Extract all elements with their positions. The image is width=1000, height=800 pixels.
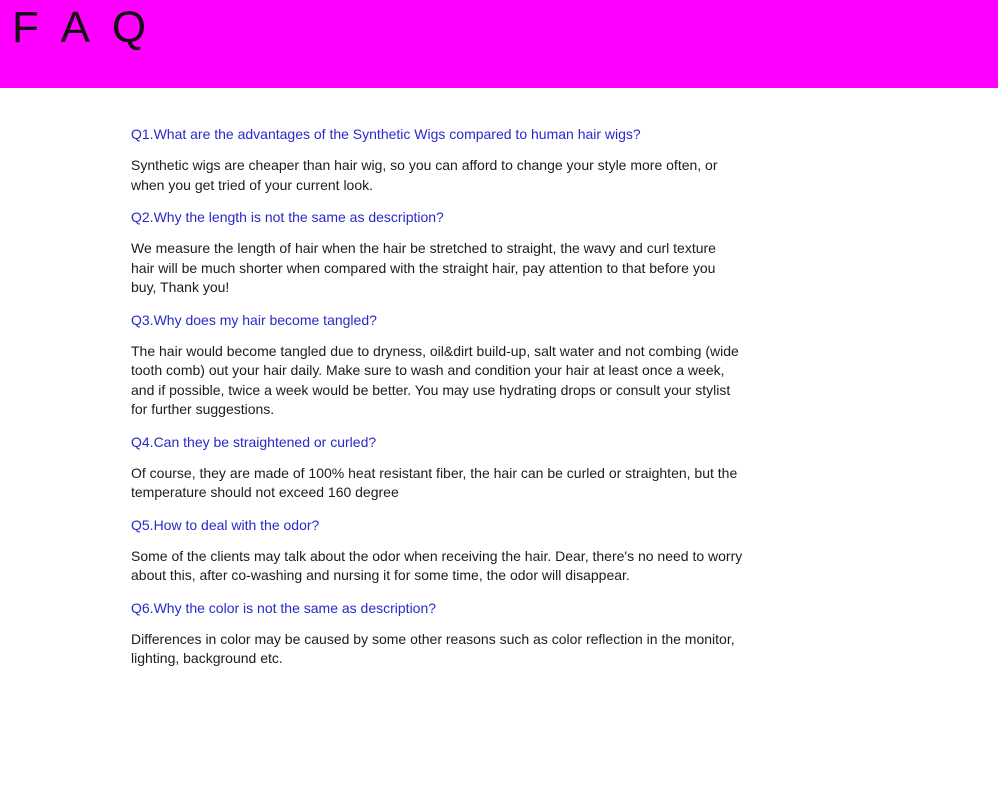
faq-question-5: Q5.How to deal with the odor? — [131, 516, 320, 533]
page-title: F A Q — [12, 3, 153, 52]
faq-item — [131, 434, 743, 503]
faq-question-4: Q4.Can they be straightened or curled? — [131, 433, 377, 450]
faq-item — [131, 517, 743, 586]
faq-question-1: Q1.What are the advantages of the Synthetic Wigs compared to human hair wigs? — [131, 126, 641, 142]
faq-item — [131, 312, 743, 420]
faq-answer-1: Synthetic wigs are cheaper than hair wig, so you can afford to change your style more often, or when you get tried of your current look. — [131, 157, 718, 193]
faq-question-2: Q2.Why the length is not the same as description? — [131, 209, 444, 225]
faq-question-3: Q3.Why does my hair become tangled? — [131, 311, 377, 328]
faq-answer-2: We measure the length of hair when the hair be stretched to straight, the wavy and curl texture hair will be much shorter when compared with the straight hair, pay attention to that before you buy, Thank you! — [131, 240, 716, 295]
page-header-banner — [0, 0, 998, 88]
faq-item — [131, 209, 743, 298]
faq-answer-3: The hair would become tangled due to dryness, oil&dirt build-up, salt water and not combing (wide tooth comb) out your hair daily. Make sure to wash and condition your hair at least once a week, and if possible, twice a week would be better. You may use hydrating drops or consult your stylist for further suggestions. — [131, 342, 739, 417]
faq-answer-5: Some of the clients may talk about the odor when receiving the hair. Dear, there's no need to worry about this, after co-washing and nursing it for some time, the odor will disappear. — [131, 547, 743, 583]
faq-question-6: Q6.Why the color is not the same as description? — [131, 599, 437, 616]
faq-answer-4: Of course, they are made of 100% heat resistant fiber, the hair can be curled or straighten, but the temperature should not exceed 160 degree — [131, 464, 738, 500]
faq-content — [0, 88, 772, 669]
faq-answer-6: Differences in color may be caused by some other reasons such as color reflection in the monitor, lighting, background etc. — [131, 630, 735, 666]
faq-item — [131, 600, 743, 669]
faq-item — [131, 126, 743, 195]
